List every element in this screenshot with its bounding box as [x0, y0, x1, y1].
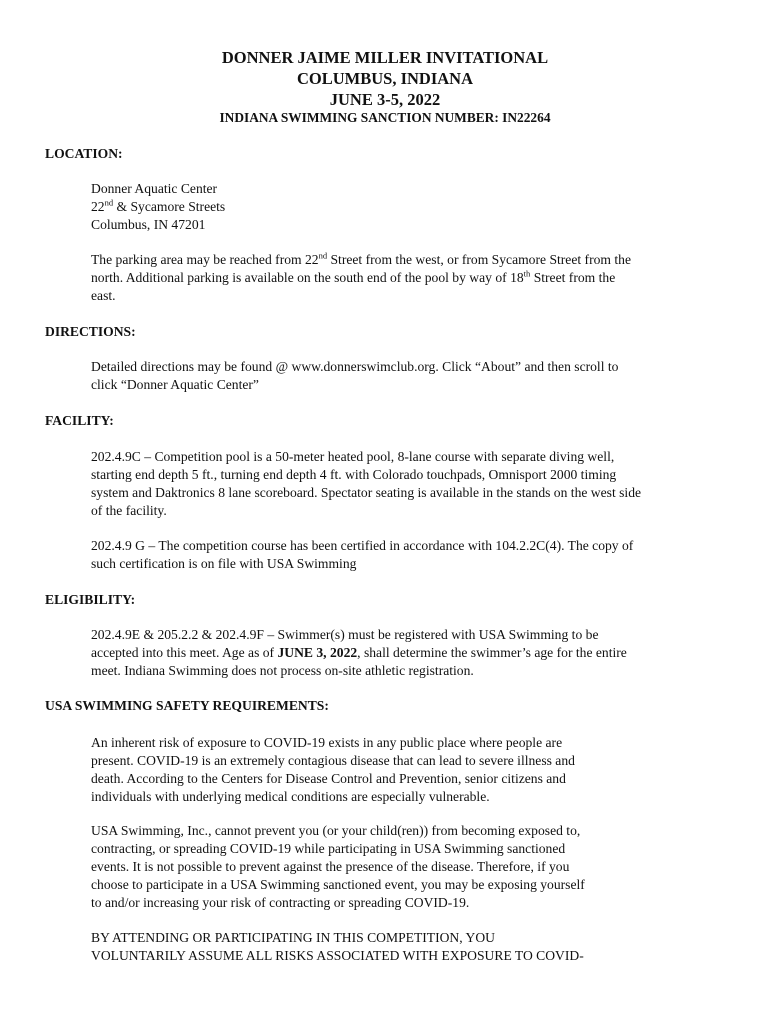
safety-paragraph-1: An inherent risk of exposure to COVID-19 exists in any public place where people are present. COVID-19 is an extremely contagious disease that can lead to severe illness and death. According to the Centers for Disease Control and Prevention, senior citizens and individuals with underlying medical conditions are especially vulnerable.: [91, 735, 575, 804]
age-determination-date: JUNE 3, 2022: [277, 645, 358, 660]
address-name: Donner Aquatic Center: [91, 181, 218, 196]
location-address: [91, 180, 706, 234]
location-heading: LOCATION:: [45, 146, 123, 161]
facility-paragraph-2: 202.4.9 G – The competition course has been certified in accordance with 104.2.2C(4). The copy of such certification is on file with USA Swimming: [91, 538, 634, 571]
directions-paragraph: Detailed directions may be found @ www.donnerswimclub.org. Click “About” and then scroll to click “Donner Aquatic Center”: [91, 359, 619, 392]
facility-paragraph-1: 202.4.9C – Competition pool is a 50-meter heated pool, 8-lane course with separate diving well, starting end depth 5 ft., turning end depth 4 ft. with Colorado touchpads, Omnisport 2000 timing system and Daktronics 8 lane scoreboard. Spectator seating is available in the stands on the west side of the facility.: [91, 449, 642, 518]
facility-heading: FACILITY:: [45, 413, 114, 428]
meet-dates: JUNE 3-5, 2022: [329, 90, 441, 109]
eligibility-paragraph: 202.4.9E & 205.2.2 & 202.4.9F – Swimmer(s) must be registered with USA Swimming to be accepted into this meet. Age as of JUNE 3, 2022, shall determine the swimmer’s age for the entire meet. Indiana Swimming does not process on-site athletic registration.: [91, 627, 627, 678]
meet-title: DONNER JAIME MILLER INVITATIONAL: [221, 48, 549, 67]
meet-location-title: COLUMBUS, INDIANA: [296, 69, 473, 88]
address-street: 22nd & Sycamore Streets: [91, 197, 226, 214]
safety-paragraph-2: USA Swimming, Inc., cannot prevent you (or your child(ren)) from becoming exposed to, contracting, or spreading COVID-19 while participating in USA Swimming sanctioned events. It is not possible to prevent against the presence of the disease. Therefore, if you choose to participate in a USA Swimming sanctioned event, you may be exposing yourself to and/or increasing your risk of contracting or spreading COVID-19.: [91, 823, 585, 910]
parking-paragraph: The parking area may be reached from 22nd Street from the west, or from Sycamore Street from the north. Additional parking is available on the south end of the pool by way of 18th Street from the east.: [91, 250, 631, 303]
address-city: Columbus, IN 47201: [91, 217, 206, 232]
safety-heading: USA SWIMMING SAFETY REQUIREMENTS:: [45, 698, 329, 713]
directions-heading: DIRECTIONS:: [45, 324, 136, 339]
eligibility-heading: ELIGIBILITY:: [45, 592, 136, 607]
sanction-number: INDIANA SWIMMING SANCTION NUMBER: IN22264: [219, 110, 551, 125]
safety-paragraph-3: BY ATTENDING OR PARTICIPATING IN THIS COMPETITION, YOU VOLUNTARILY ASSUME ALL RISKS ASSOCIATED WITH EXPOSURE TO COVID-: [91, 930, 584, 963]
